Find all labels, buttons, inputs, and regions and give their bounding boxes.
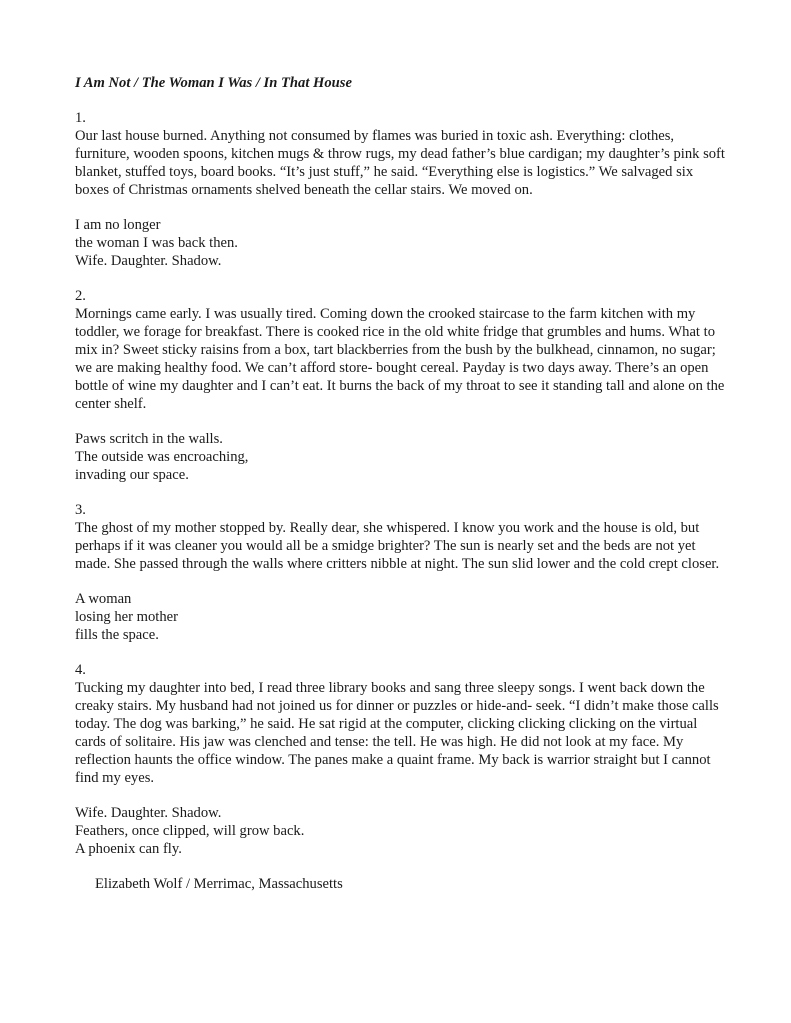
- stanza-line: A woman: [75, 591, 132, 607]
- stanza-line: invading our space.: [75, 467, 189, 483]
- stanza: [75, 590, 725, 644]
- section-3: [75, 501, 725, 644]
- stanza-line: the woman I was back then.: [75, 235, 238, 251]
- section-prose: Tucking my daughter into bed, I read three library books and sang three sleepy songs. I went back down the creaky stairs. My husband had not joined us for dinner or puzzles or hide-and- seek. “I didn’t make those calls today. The dog was barking,” he said. He sat rigid at the computer, clicking clicking clicking on the virtual cards of solitaire. His jaw was clenched and tense: the tell. He was high. He did not look at my face. My reflection haunts the office window. The panes make a quaint frame. My back is warrior straight but I cannot find my eyes.: [75, 680, 719, 786]
- stanza-line: Feathers, once clipped, will grow back.: [75, 823, 305, 839]
- stanza-line: I am no longer: [75, 217, 161, 233]
- stanza-line: The outside was encroaching,: [75, 449, 249, 465]
- stanza-line: losing her mother: [75, 609, 178, 625]
- section-prose: The ghost of my mother stopped by. Really dear, she whispered. I know you work and the house is old, but perhaps if it was cleaner you would all be a smidge brighter? The sun is nearly set and the beds are not yet made. She passed through the walls where critters nibble at night. The sun slid lower and the cold crept closer.: [75, 520, 720, 572]
- stanza-line: A phoenix can fly.: [75, 841, 182, 857]
- section-prose: Our last house burned. Anything not consumed by flames was buried in toxic ash. Everything: clothes, furniture, wooden spoons, kitchen mugs & throw rugs, my dead father’s blue cardigan; my daughter’s pink soft blanket, stuffed toys, board books. “It’s just stuff,” he said. “Everything else is logistics.” We salvaged six boxes of Christmas ornaments shelved beneath the cellar stairs. We moved on.: [75, 128, 725, 198]
- poem-title: I Am Not / The Woman I Was / In That House: [75, 75, 352, 91]
- section-number: 4.: [75, 662, 86, 678]
- stanza: [75, 804, 725, 858]
- section-1: [75, 109, 725, 270]
- stanza-line: Wife. Daughter. Shadow.: [75, 253, 222, 269]
- stanza: [75, 216, 725, 270]
- section-number: 1.: [75, 110, 86, 126]
- section-4: [75, 661, 725, 858]
- section-prose: Mornings came early. I was usually tired. Coming down the crooked staircase to the farm kitchen with my toddler, we forage for breakfast. There is cooked rice in the old white fridge that grumbles and hums. What to mix in? Sweet sticky raisins from a box, tart blackberries from the bush by the bulkhead, cinnamon, no sugar; we are making healthy food. We can’t afford store- bought cereal. Payday is two days away. There’s an open bottle of wine my daughter and I can’t eat. It burns the back of my throat to see it standing tall and alone on the center shelf.: [75, 306, 725, 412]
- stanza-line: Paws scritch in the walls.: [75, 431, 223, 447]
- stanza: [75, 430, 725, 484]
- stanza-line: Wife. Daughter. Shadow.: [75, 805, 222, 821]
- author-signature: Elizabeth Wolf / Merrimac, Massachusetts: [95, 876, 343, 892]
- document-page: [75, 74, 725, 893]
- stanza-line: fills the space.: [75, 627, 159, 643]
- section-number: 3.: [75, 502, 86, 518]
- section-number: 2.: [75, 288, 86, 304]
- section-2: [75, 287, 725, 484]
